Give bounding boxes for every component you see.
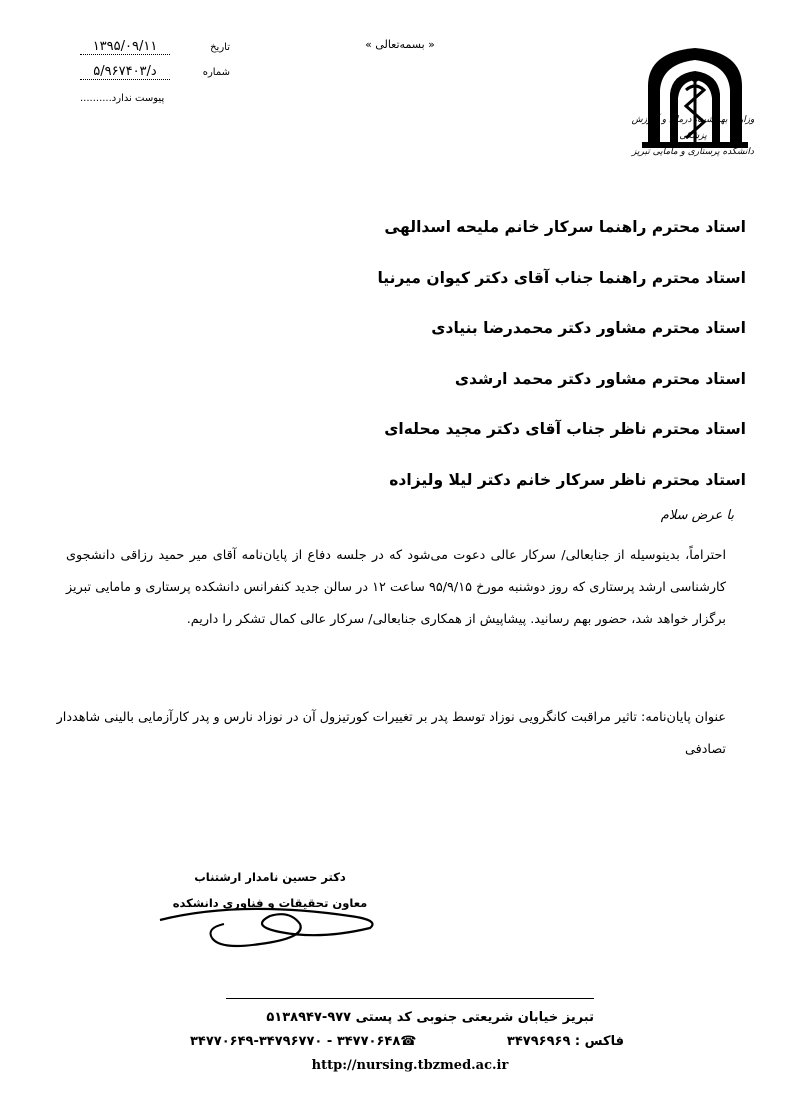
number-value: ۵/د/۹۶۷۴۰۳ — [80, 65, 170, 80]
letter-meta — [80, 40, 230, 106]
addressee-list — [46, 212, 746, 515]
thesis-subject: عنوان پایان‌نامه: تاثیر مراقبت کانگرویی نوزاد توسط پدر بر تغییرات کورتیزول آن در نوزاد نارس و پدر کارآزمایی بالینی شاهددار تصادفی — [56, 710, 726, 757]
addressee-line: استاد محترم ناظر سرکار خانم دکتر لیلا ولیزاده — [389, 470, 746, 489]
logo-caption — [628, 112, 758, 160]
footer-fax: فاکس : ۳۴۷۹۶۹۶۹ — [506, 1034, 624, 1049]
date-value: ۱۳۹۵/۰۹/۱۱ — [80, 40, 170, 55]
logo-caption-line2: دانشکده پرستاری و مامایی تبریز — [632, 147, 754, 157]
university-logo-icon — [640, 16, 750, 186]
addressee-line: استاد محترم مشاور دکتر محمد ارشدی — [454, 369, 746, 388]
addressee-line: استاد محترم راهنما جناب آقای دکتر کیوان میرنیا — [377, 268, 746, 287]
addressee-line: استاد محترم راهنما سرکار خانم ملیحه اسدالهی — [384, 218, 746, 236]
footer-address: تبریز خیابان شریعتی جنوبی کد پستی ۹۷۷-۵۱۳۸۹۴۷ — [266, 1010, 594, 1025]
logo-caption-line1: وزارت بهداشت، درمان و آموزش پزشکی — [631, 115, 755, 141]
bismillah: « بسمه‌تعالی » — [365, 38, 435, 51]
greeting: با عرض سلام — [660, 508, 734, 523]
signatory-name: دکتر حسین نامدار ارشتناب — [194, 870, 346, 884]
date-label: تاریخ — [210, 42, 230, 53]
footer-contacts — [190, 1034, 624, 1049]
attachment-text: پیوست ندارد.......... — [80, 93, 165, 104]
number-label: شماره — [202, 67, 230, 78]
addressee-line: استاد محترم مشاور دکتر محمدرضا بنیادی — [431, 319, 746, 337]
signatory-title: معاون تحقیقات و فناوری دانشکده — [172, 896, 368, 910]
footer-url-link[interactable]: http://nursing.tbzmed.ac.ir — [311, 1058, 509, 1073]
addressee-line: استاد محترم ناظر جناب آقای دکتر مجید محله‌ای — [384, 420, 746, 438]
footer-phones: ☎۳۴۷۷۰۶۴۸ - ۳۴۷۷۰۶۴۹-۳۴۷۹۶۷۷۰ — [190, 1034, 417, 1049]
body-paragraph: احتراماً، بدینوسیله از جنابعالی/ سرکار عالی دعوت می‌شود که در جلسه دفاع از پایان‌نامه آقای میر حمید رزاقی دانشجوی کارشناسی ارشد پرستاری که روز دوشنبه مورخ ۹۵/۹/۱۵ ساعت ۱۲ در سالن جدید کنفرانس دانشکده پرستاری و مامایی تبریز برگزار خواهد شد، حضور بهم رسانید. پیشاپیش از همکاری جنابعالی/ سرکار عالی کمال تشکر را داریم. — [66, 548, 726, 627]
footer-divider — [226, 998, 594, 999]
signature-scribble-icon — [120, 880, 420, 970]
